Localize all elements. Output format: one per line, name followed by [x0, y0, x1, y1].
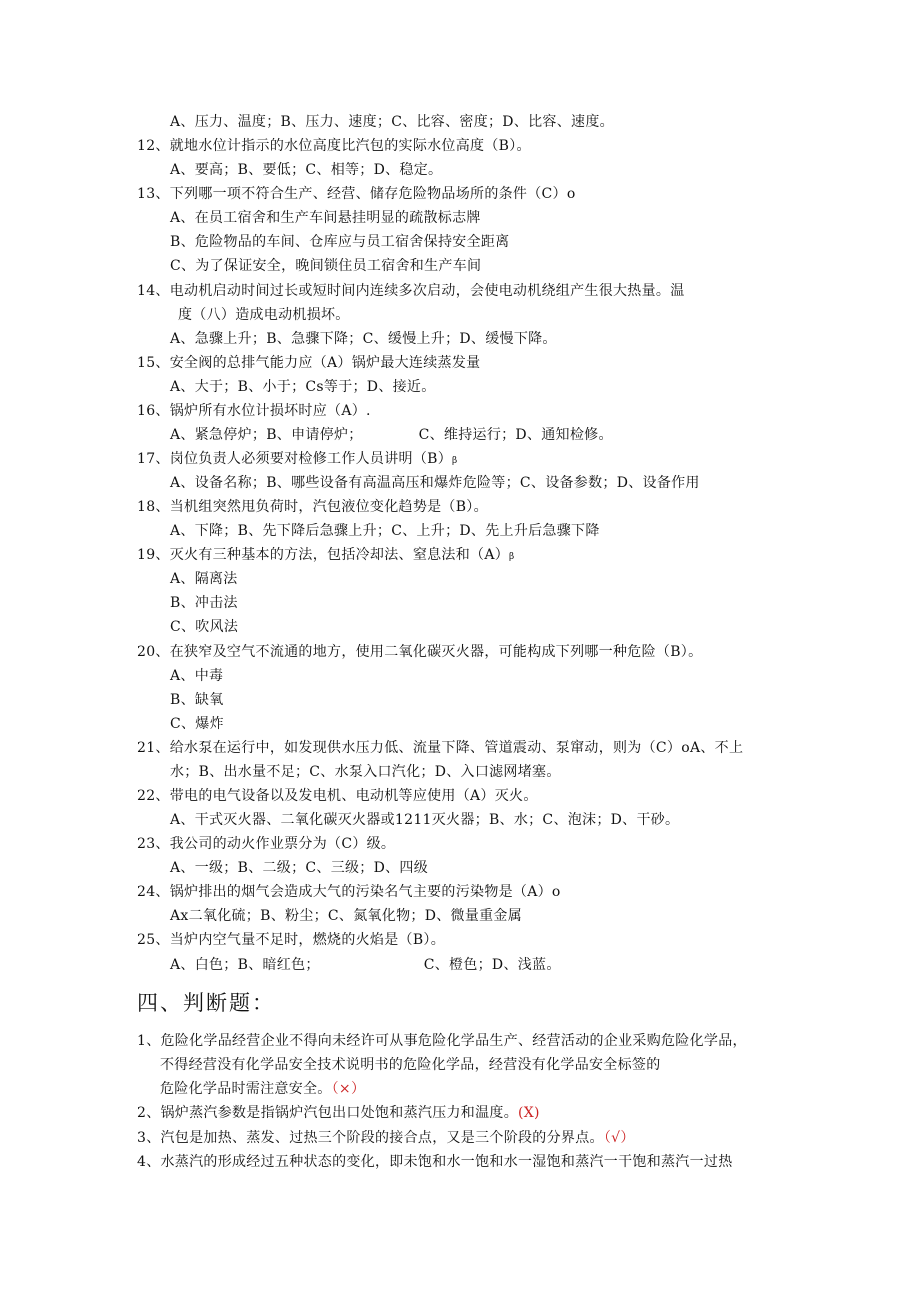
judge-3-text: 3、汽包是加热、蒸发、过热三个阶段的接合点，又是三个阶段的分界点。	[137, 1130, 604, 1146]
judge-2	[137, 1103, 540, 1123]
q23-text: 23、我公司的动火作业票分为（C）级。	[137, 836, 396, 852]
q20-option-c: C、爆炸	[170, 716, 224, 732]
q18-text: 18、当机组突然甩负荷时，汽包液位变化趋势是（B）。	[137, 499, 488, 515]
q19-text	[137, 545, 515, 567]
q12-options: A、要高；B、要低；C、相等；D、稳定。	[170, 162, 443, 178]
judge-3	[137, 1128, 635, 1148]
q17-text	[137, 449, 458, 471]
section-heading: 四、判断题：	[137, 991, 275, 1015]
q11-options: A、压力、温度；B、压力、速度；C、比容、密度；D、比容、速度。	[170, 114, 614, 130]
q19-suffix: β	[509, 552, 515, 562]
judge-3-mark: （√）	[603, 1130, 635, 1146]
judge-1-line1: 1、危险化学品经营企业不得向未经许可从事危险化学品生产、经营活动的企业采购危险化学品，	[137, 1033, 747, 1049]
judge-2-text: 2、锅炉蒸汽参数是指锅炉汽包出口处饱和蒸汽压力和温度。	[137, 1105, 519, 1121]
q17-options: A、设备名称；B、哪些设备有高温高压和爆炸危险等；C、设备参数；D、设备作用	[170, 475, 700, 491]
q24-options: Ax二氧化硫；B、粉尘；C、氮氧化物；D、微量重金属	[170, 908, 523, 924]
q25-options-left: A、白色；B、暗红色；	[170, 957, 320, 973]
q22-options: A、干式灭火器、二氧化碳灭火器或1211灭火器；B、水；C、泡沫；D、干砂。	[170, 812, 680, 828]
q23-options: A、一级；B、二级；C、三级；D、四级	[170, 860, 429, 876]
q13-option-b: B、危险物品的车间、仓库应与员工宿舍保持安全距离	[170, 234, 510, 250]
judge-1-line3	[160, 1079, 365, 1099]
q19-option-c: C、吹风法	[170, 619, 239, 635]
q19-option-b: B、冲击法	[170, 595, 238, 611]
q13-option-a: A、在员工宿舍和生产车间悬挂明显的疏散标志牌	[170, 210, 481, 226]
q21-text-line1: 21、给水泵在运行中，如发现供水压力低、流量下降、管道震动、泵窜动，则为（C）oA、不上	[137, 740, 744, 756]
judge-4: 4、水蒸汽的形成经过五种状态的变化，即未饱和水一饱和水一湿饱和蒸汽一干饱和蒸汽一过热	[137, 1154, 733, 1170]
q15-options: A、大于；B、小于；Cs等于；D、接近。	[170, 379, 436, 395]
q14-options: A、急骤上升；B、急骤下降；C、缓慢上升；D、缓慢下降。	[170, 331, 557, 347]
q20-option-a: A、中毒	[170, 668, 224, 684]
q16-options	[170, 425, 613, 445]
q16-options-right: C、维持运行；D、通知检修。	[418, 427, 613, 443]
q21-text-line2: 水；B、出水量不足；C、水泵入口汽化；D、入口滤网堵塞。	[170, 764, 561, 780]
judge-1-text: 危险化学品时需注意安全。	[160, 1081, 332, 1097]
q25-options-right: C、橙色；D、浅蓝。	[423, 957, 561, 973]
q19-option-a: A、隔离法	[170, 571, 238, 587]
q12-text: 12、就地水位计指示的水位高度比汽包的实际水位高度（B）。	[137, 138, 531, 154]
judge-1-mark: （×）	[331, 1081, 366, 1097]
q20-text: 20、在狭窄及空气不流通的地方，使用二氧化碳灭火器，可能构成下列哪一种危险（B）。	[137, 644, 703, 660]
q14-text-line1: 14、电动机启动时间过长或短时间内连续多次启动，会使电动机绕组产生很大热量。温	[137, 283, 685, 299]
judge-1-line2: 不得经营没有化学品安全技术说明书的危险化学品，经营没有化学品安全标签的	[160, 1057, 661, 1073]
q16-options-left: A、紧急停炉；B、申请停炉；	[170, 427, 363, 443]
q22-text: 22、带电的电气设备以及发电机、电动机等应使用（A）灭火。	[137, 788, 538, 804]
q19-question: 19、灭火有三种基本的方法，包括冷却法、窒息法和（A）	[137, 547, 510, 563]
q18-options: A、下降；B、先下降后急骤上升；C、上升；D、先上升后急骤下降	[170, 523, 600, 539]
judge-2-mark: (X)	[518, 1105, 540, 1121]
q14-text-line2: 度（八）造成电动机损坏。	[178, 307, 350, 323]
q16-text: 16、锅炉所有水位计损坏时应（A）.	[137, 403, 371, 419]
q13-option-c: C、为了保证安全，晚间锁住员工宿舍和生产车间	[170, 258, 482, 274]
q25-options	[170, 955, 561, 975]
q17-suffix: β	[452, 456, 458, 466]
q25-text: 25、当炉内空气量不足时，燃烧的火焰是（B）。	[137, 932, 446, 948]
q13-text: 13、下列哪一项不符合生产、经营、储存危险物品场所的条件（C）o	[137, 186, 576, 202]
q20-option-b: B、缺氧	[170, 692, 224, 708]
q17-question: 17、岗位负责人必须要对检修工作人员讲明（B）	[137, 451, 453, 467]
q15-text: 15、安全阀的总排气能力应（A）锅炉最大连续蒸发量	[137, 355, 481, 371]
q24-text: 24、锅炉排出的烟气会造成大气的污染名气主要的污染物是（A）o	[137, 884, 561, 900]
